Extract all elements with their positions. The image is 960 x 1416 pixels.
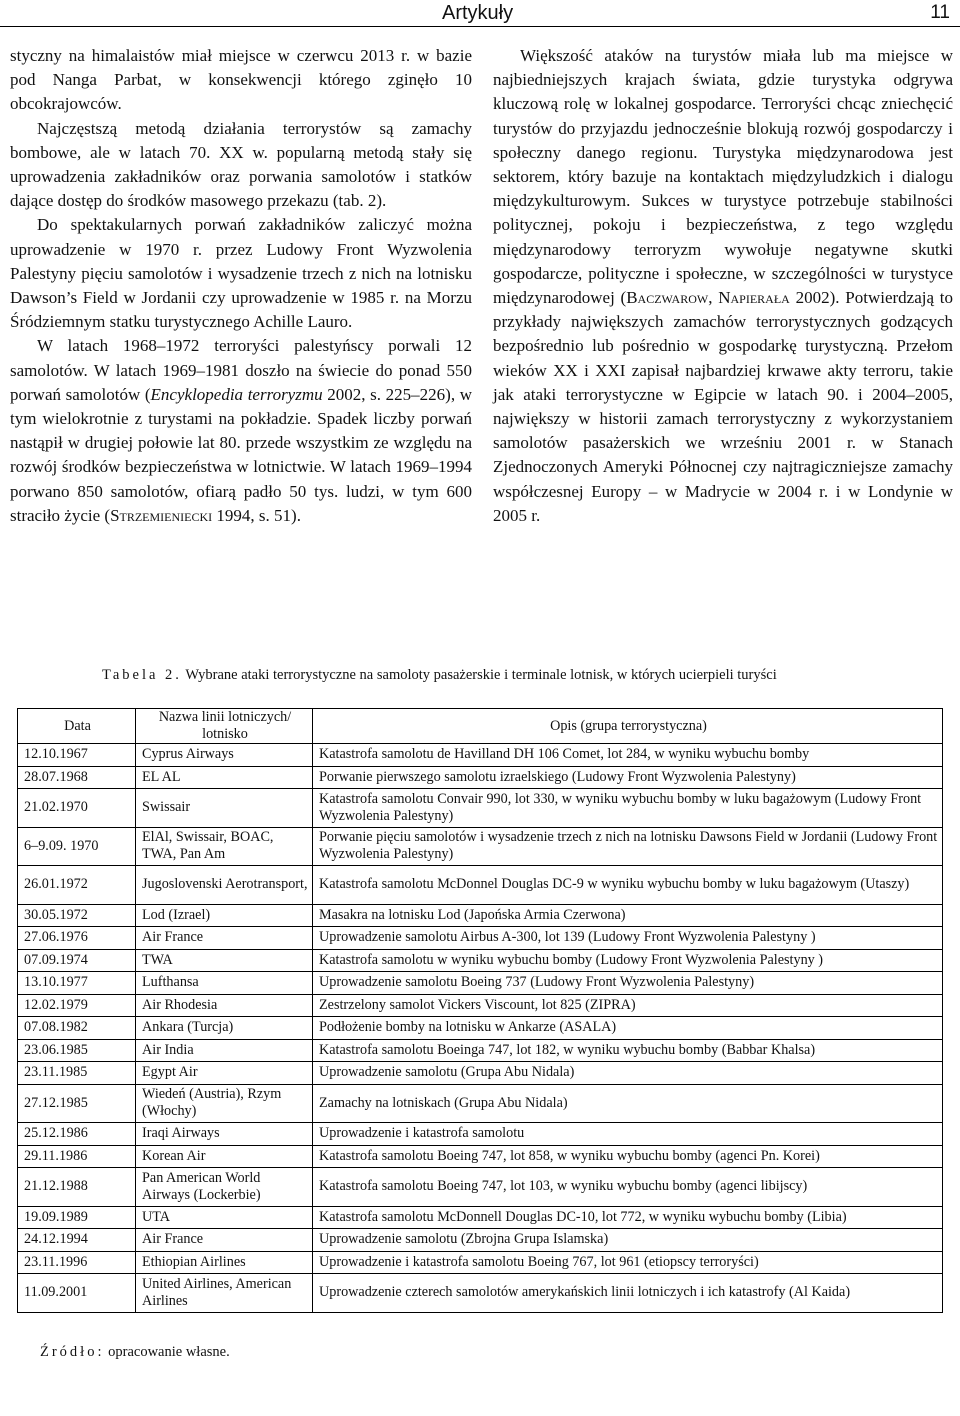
cell-date: 6–9.09. 1970 <box>18 827 136 866</box>
cell-date: 23.06.1985 <box>18 1039 136 1062</box>
left-paragraph-2: Najczęstszą metodą działania terrorystów są zamachy bombowe, ale w latach 70. XX w. popularną metodą stały się uprowadzenia zakładników oraz porwania samolotów i statków dające dostęp do środków masowego przekazu (tab. 2). <box>10 118 472 211</box>
cell-description: Katastrofa samolotu Boeing 747, lot 858, w wyniku wybuchu bomby (agenci Pn. Korei) <box>313 1145 943 1168</box>
table-row <box>18 904 943 927</box>
cell-airline: Pan American World Airways (Lockerbie) <box>136 1168 313 1207</box>
cell-airline: Air France <box>136 1229 313 1252</box>
cell-date: 07.09.1974 <box>18 949 136 972</box>
cell-date: 12.02.1979 <box>18 994 136 1017</box>
cell-airline: Wiedeń (Austria), Rzym (Włochy) <box>136 1084 313 1123</box>
cell-date: 24.12.1994 <box>18 1229 136 1252</box>
cell-description: Katastrofa samolotu McDonnell Douglas DC-10, lot 772, w wyniku wybuchu bomby (Libia) <box>313 1206 943 1229</box>
cell-airline: Air France <box>136 927 313 950</box>
cell-airline: Lod (Izrael) <box>136 904 313 927</box>
header-description: Opis (grupa terrorystyczna) <box>313 709 943 744</box>
cell-description: Katastrofa samolotu McDonnel Douglas DC-9 w wyniku wybuchu bomby w luku bagażowym (Utaszy) <box>313 866 943 905</box>
attacks-table <box>17 708 943 1313</box>
cell-description: Porwanie pięciu samolotów i wysadzenie trzech z nich na lotnisku Dawsons Field w Jordanii (Ludowy Front Wyzwolenia Palestyny) <box>313 827 943 866</box>
cell-date: 07.08.1982 <box>18 1017 136 1040</box>
cell-description: Uprowadzenie samolotu Boeing 737 (Ludowy Front Wyzwolenia Palestyny) <box>313 972 943 995</box>
table-row <box>18 766 943 789</box>
table-row <box>18 1039 943 1062</box>
cell-date: 13.10.1977 <box>18 972 136 995</box>
table-row <box>18 789 943 828</box>
header-airline: Nazwa linii lotniczych/ lotnisko <box>136 709 313 744</box>
page-number: 11 <box>930 2 950 23</box>
cell-description: Katastrofa samolotu Convair 990, lot 330, w wyniku wybuchu bomby w luku bagażowym (Ludowy Front Wyzwolenia Palestyny) <box>313 789 943 828</box>
cell-description: Katastrofa samolotu de Havilland DH 106 Comet, lot 284, w wyniku wybuchu bomby <box>313 744 943 767</box>
text-run: , <box>708 288 719 308</box>
cell-description: Zamachy na lotniskach (Grupa Abu Nidala) <box>313 1084 943 1123</box>
cell-description: Katastrofa samolotu Boeing 747, lot 103, w wyniku wybuchu bomby (agenci libijscy) <box>313 1168 943 1207</box>
header-date: Data <box>18 709 136 744</box>
cell-airline: Lufthansa <box>136 972 313 995</box>
cell-airline: Egypt Air <box>136 1062 313 1085</box>
cell-date: 19.09.1989 <box>18 1206 136 1229</box>
table-row <box>18 1017 943 1040</box>
right-column <box>493 44 953 528</box>
text-run: 2002). Potwierdzają to przykłady największych zamachów terrorystycznych godzących bezpośrednio lub pośrednio w gospodarkę turystyczną. Przełom wieków XX i XXI zapisał najbardziej krwawe akty terroru, takie jak ataki terrorystyczne w Egipcie w latach 90. i 2004–2005, największy w historii zamach terrorystyczny z wykorzystaniem samolotów pasażerskich we wrześniu 2001 r. w Stanach Zjednoczonych Ameryki Północnej czy najtragiczniejsze zamachy współczesnej Europy – w Madrycie w 2004 r. i w Londynie w 2005 r. <box>493 288 953 525</box>
table-caption <box>102 667 777 684</box>
cell-airline: Iraqi Airways <box>136 1123 313 1146</box>
table-row <box>18 1084 943 1123</box>
table-row <box>18 1206 943 1229</box>
table-caption-text: Wybrane ataki terrorystyczne na samoloty pasażerskie i terminale lotnisk, w których ucierpieli turyści <box>185 667 777 683</box>
cell-description: Podłożenie bomby na lotnisku w Ankarze (ASALA) <box>313 1017 943 1040</box>
citation-title: Encyklopedia terroryzmu <box>150 384 323 404</box>
cell-airline: Ankara (Turcja) <box>136 1017 313 1040</box>
cell-description: Uprowadzenie samolotu (Zbrojna Grupa Islamska) <box>313 1229 943 1252</box>
cell-airline: Air India <box>136 1039 313 1062</box>
citation-author: Strzemieniecki <box>110 505 213 525</box>
cell-date: 21.12.1988 <box>18 1168 136 1207</box>
cell-airline: ElAl, Swissair, BOAC, TWA, Pan Am <box>136 827 313 866</box>
left-paragraph-1: styczny na himalaistów miał miejsce w czerwcu 2013 r. w bazie pod Nanga Parbat, w konsekwencji którego zginęło 10 obcokrajowców. <box>10 46 472 114</box>
table-row <box>18 744 943 767</box>
text-run: 1994, s. 51). <box>212 505 301 525</box>
cell-date: 27.12.1985 <box>18 1084 136 1123</box>
table-row <box>18 1274 943 1313</box>
cell-description: Uprowadzenie samolotu (Grupa Abu Nidala) <box>313 1062 943 1085</box>
cell-airline: Air Rhodesia <box>136 994 313 1017</box>
table-header-row <box>18 709 943 744</box>
left-column <box>10 44 472 528</box>
cell-airline: Cyprus Airways <box>136 744 313 767</box>
cell-airline: Jugoslovenski Aerotransport, <box>136 866 313 905</box>
table-row <box>18 972 943 995</box>
table-caption-label: Tabela 2. <box>102 667 182 683</box>
cell-airline: TWA <box>136 949 313 972</box>
cell-description: Uprowadzenie i katastrofa samolotu Boeing 767, lot 961 (etiopscy terroryści) <box>313 1251 943 1274</box>
cell-date: 12.10.1967 <box>18 744 136 767</box>
text-run: Większość ataków na turystów miała lub ma miejsce w najbiedniejszych krajach świata, gdzie turystyka odgrywa kluczową rolę w lokalnej gospodarce. Terroryści chcąc zniechęcić turystów do przyjazdu jednocześnie blokują rozwój gospodarczy i społeczny danego regionu. Turystyka międzynarodowa jest sektorem, który bazuje na kontaktach międzyludzkich i dialogu międzykulturowym. Sukces w turystyce potrzebuje stabilności politycznej, pokoju i bezpieczeństwa, z tego względu międzynarodowy terroryzm wywołuje negatywne skutki gospodarcze, polityczne i społeczne, w szczególności w turystyce międzynarodowej ( <box>493 46 953 308</box>
cell-description: Katastrofa samolotu w wyniku wybuchu bomby (Ludowy Front Wyzwolenia Palestyny ) <box>313 949 943 972</box>
cell-airline: Korean Air <box>136 1145 313 1168</box>
table-row <box>18 1229 943 1252</box>
source-text: opracowanie własne. <box>108 1344 230 1360</box>
left-paragraph-3: Do spektakularnych porwań zakładników zaliczyć można uprowadzenie w 1970 r. przez Ludowy Front Wyzwolenia Palestyny pięciu samolotów i wysadzenie trzech z nich na lotnisku Dawson’s Field w Jordanii czy uprowadzenie w 1985 r. na Morzu Śródziemnym statku turystycznego Achille Lauro. <box>10 215 472 332</box>
table-row <box>18 927 943 950</box>
cell-airline: UTA <box>136 1206 313 1229</box>
citation-author: Baczwarow <box>626 288 709 308</box>
table-row <box>18 1145 943 1168</box>
cell-airline: Swissair <box>136 789 313 828</box>
text-run: 2002, s. 225–226), w tym wielokrotnie z turystami na pokładzie. Spadek liczby porwań nastąpił w drugiej połowie lat 80. przede wszystkim ze względu na rozwój środków bezpieczeństwa w lotnictwie. W latach 1969–1994 porwano 850 samolotów, ofiarą padło 50 tys. ludzi, w tym 600 straciło życie ( <box>10 384 472 525</box>
cell-date: 29.11.1986 <box>18 1145 136 1168</box>
cell-date: 30.05.1972 <box>18 904 136 927</box>
section-title: Artykuły <box>442 2 514 24</box>
table-row <box>18 1062 943 1085</box>
text-run: W latach 1968–1972 terroryści palestyńscy porwali 12 samolotów. W latach 1969–1981 doszło na świecie do ponad 550 porwań samolotów ( <box>10 336 472 404</box>
cell-airline: United Airlines, American Airlines <box>136 1274 313 1313</box>
table-row <box>18 827 943 866</box>
cell-description: Zestrzelony samolot Vickers Viscount, lot 825 (ZIPRA) <box>313 994 943 1017</box>
cell-date: 25.12.1986 <box>18 1123 136 1146</box>
left-paragraph-4 <box>10 334 472 528</box>
cell-date: 27.06.1976 <box>18 927 136 950</box>
cell-description: Uprowadzenie i katastrofa samolotu <box>313 1123 943 1146</box>
table-row <box>18 1251 943 1274</box>
table-row <box>18 949 943 972</box>
cell-date: 23.11.1985 <box>18 1062 136 1085</box>
cell-date: 11.09.2001 <box>18 1274 136 1313</box>
cell-airline: Ethiopian Airlines <box>136 1251 313 1274</box>
table-row <box>18 1123 943 1146</box>
cell-description: Masakra na lotnisku Lod (Japońska Armia Czerwona) <box>313 904 943 927</box>
cell-description: Uprowadzenie samolotu Airbus A-300, lot 139 (Ludowy Front Wyzwolenia Palestyny ) <box>313 927 943 950</box>
cell-date: 21.02.1970 <box>18 789 136 828</box>
cell-date: 23.11.1996 <box>18 1251 136 1274</box>
citation-author: Napierała <box>718 288 790 308</box>
table-row <box>18 994 943 1017</box>
cell-date: 26.01.1972 <box>18 866 136 905</box>
right-paragraph-1 <box>493 44 953 528</box>
cell-date: 28.07.1968 <box>18 766 136 789</box>
source-label: Źródło: <box>40 1344 105 1360</box>
header-rule <box>0 26 960 27</box>
table-row <box>18 866 943 905</box>
table-source <box>40 1344 230 1361</box>
cell-description: Uprowadzenie czterech samolotów amerykańskich linii lotniczych i ich katastrofy (Al Kaida) <box>313 1274 943 1313</box>
table-row <box>18 1168 943 1207</box>
page-header <box>0 0 960 26</box>
cell-airline: EL AL <box>136 766 313 789</box>
cell-description: Katastrofa samolotu Boeinga 747, lot 182, w wyniku wybuchu bomby (Babbar Khalsa) <box>313 1039 943 1062</box>
cell-description: Porwanie pierwszego samolotu izraelskiego (Ludowy Front Wyzwolenia Palestyny) <box>313 766 943 789</box>
